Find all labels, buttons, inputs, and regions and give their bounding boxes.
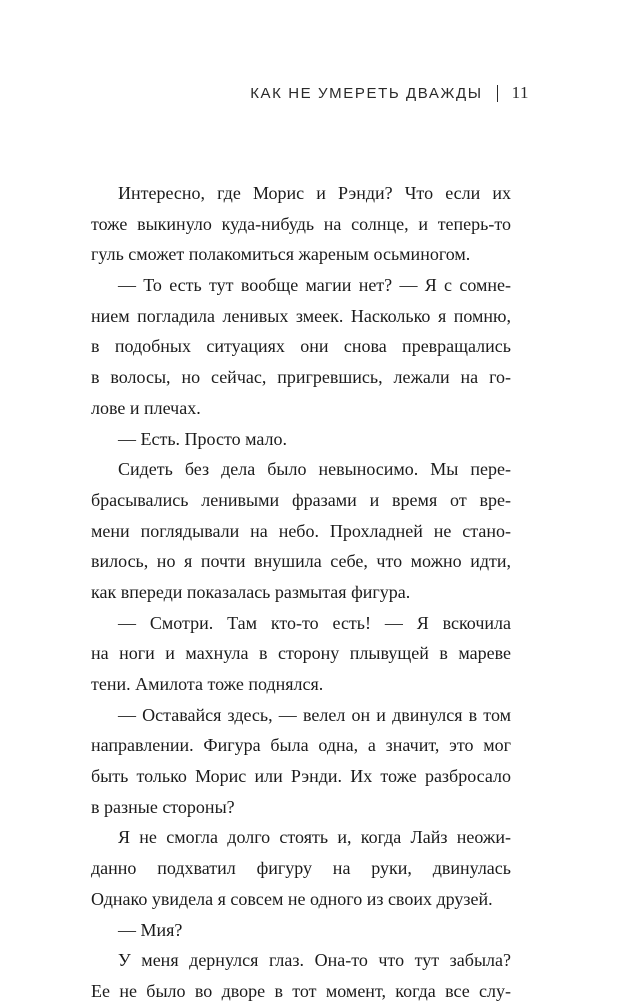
text-line: мени поглядывали на небо. Прохладней не стано- xyxy=(91,520,511,541)
text-line: на ноги и махнула в сторону плывущей в мареве xyxy=(91,643,511,664)
text-line: нием погладила ленивых змеек. Насколько я помню, xyxy=(91,305,511,326)
text-line: данно подхватил фигуру на руки, двинулась xyxy=(91,858,511,879)
header-separator xyxy=(497,85,498,102)
body-text xyxy=(91,178,511,1007)
text-line: направлении. Фигура была одна, а значит, это мог xyxy=(91,735,511,756)
text-line: тени. Амилота тоже поднялся. xyxy=(91,674,324,694)
text-line: Я не смогла долго стоять и, когда Лайз неожи- xyxy=(118,827,511,848)
text-line: — Есть. Просто мало. xyxy=(118,428,288,449)
book-title: КАК НЕ УМЕРЕТЬ ДВАЖДЫ xyxy=(250,84,483,102)
text-line: У меня дернулся глаз. Она-то что тут забыла? xyxy=(118,950,511,971)
text-line: Интересно, где Морис и Рэнди? Что если их xyxy=(118,183,511,203)
text-line: вилось, но я почти внушила себе, что можно идти, xyxy=(91,551,511,572)
text-line: тоже выкинуло куда-нибудь на солнце, и теперь-то xyxy=(91,213,511,234)
text-line: лове и плечах. xyxy=(91,397,201,418)
text-line: как впереди показалась размытая фигура. xyxy=(91,581,411,602)
text-line: — Оставайся здесь, — велел он и двинулся в том xyxy=(118,704,511,725)
text-line: в волосы, но сейчас, пригревшись, лежали на го- xyxy=(91,367,511,388)
text-line: гуль сможет полакомиться жареным осьминогом. xyxy=(91,244,471,265)
text-line: в разные стороны? xyxy=(91,796,235,817)
text-line: — То есть тут вообще магии нет? — Я с сомне- xyxy=(118,275,511,296)
text-line: — Мия? xyxy=(118,919,183,940)
text-line: — Смотри. Там кто-то есть! — Я вскочила xyxy=(118,612,511,633)
text-line: брасывались ленивыми фразами и время от вре- xyxy=(91,489,511,510)
text-line: Однако увидела я совсем не одного из своих друзей. xyxy=(91,888,493,909)
text-line: быть только Морис или Рэнди. Их тоже разбросало xyxy=(91,766,511,787)
text-line: Ее не было во дворе в тот момент, когда все слу- xyxy=(91,980,511,1001)
text-line: в подобных ситуациях они снова превращались xyxy=(91,336,511,357)
text-line: Сидеть без дела было невыносимо. Мы пере- xyxy=(118,459,511,480)
page-number: 11 xyxy=(511,83,529,102)
running-header xyxy=(250,83,529,103)
